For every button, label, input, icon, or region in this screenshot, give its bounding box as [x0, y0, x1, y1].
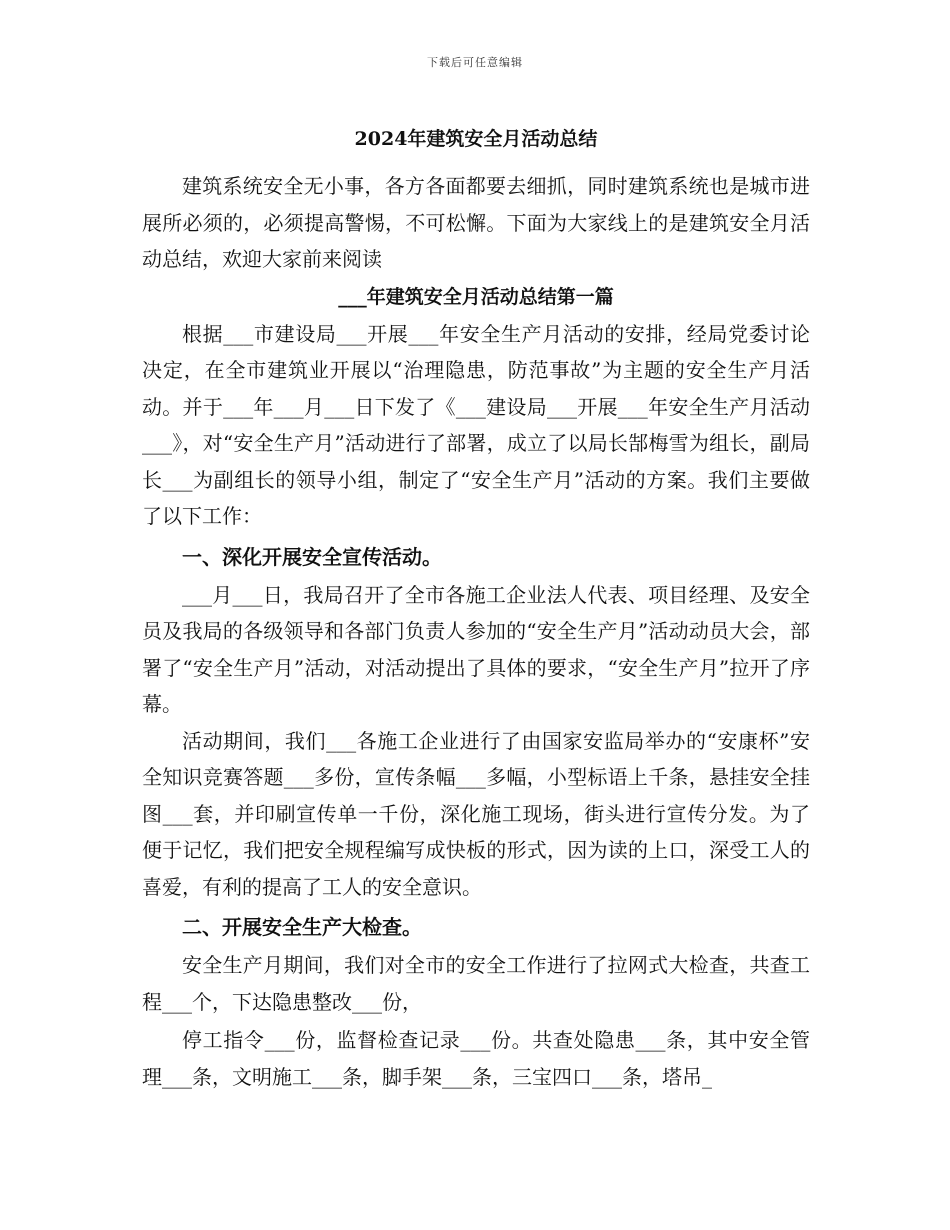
paragraph-4: 安全生产月期间，我们对全市的安全工作进行了拉网式大检查，共查工程___个，下达隐患整改___份，	[142, 953, 810, 1014]
paragraph-3: 活动期间，我们___各施工企业进行了由国家安监局举办的“安康杯”安全知识竞赛答题___多份，宣传条幅___多幅，小型标语上千条，悬挂安全挂图___套，并印刷宣传单一千份，深化施工现场，街头进行宣传分发。为了便于记忆，我们把安全规程编写成快板的形式，因为读的上口，深受工人的喜爱，有利的提高了工人的安全意识。	[142, 728, 810, 899]
paragraph-1: 根据___市建设局___开展___年安全生产月活动的安排，经局党委讨论决定，在全市建筑业开展以“治理隐患，防范事故”为主题的安全生产月活动。并于___年___月___日下发了《___建设局___开展___年安全生产月活动___》，对“安全生产月”活动进行了部署，成立了以局长郜梅雪为组长，副局长___为副组长的领导小组，制定了“安全生产月”活动的方案。我们主要做了以下工作：	[142, 321, 810, 528]
header-note: 下载后可任意编辑	[427, 56, 523, 69]
document-body	[142, 118, 810, 1095]
document-title: 2024年建筑安全月活动总结	[354, 128, 598, 150]
heading-2: 二、开展安全生产大检查。	[182, 915, 422, 939]
section-title: ___年建筑安全月活动总结第一篇	[338, 285, 614, 308]
paragraph-5: 停工指令___份，监督检查记录___份。共查处隐患___条，其中安全管理___条，文明施工___条，脚手架___条，三宝四口___条，塔吊_	[142, 1028, 810, 1089]
heading-1: 一、深化开展安全宣传活动。	[182, 544, 442, 569]
intro-paragraph: 建筑系统安全无小事，各方各面都要去细抓，同时建筑系统也是城市进展所必须的，必须提高警惕，不可松懈。下面为大家线上的是建筑安全月活动总结，欢迎大家前来阅读	[142, 174, 810, 271]
paragraph-2: ___月___日，我局召开了全市各施工企业法人代表、项目经理、及安全员及我局的各级领导和各部门负责人参加的“安全生产月”活动动员大会，部署了“安全生产月”活动，对活动提出了具体的要求，“安全生产月”拉开了序幕。	[142, 582, 810, 716]
